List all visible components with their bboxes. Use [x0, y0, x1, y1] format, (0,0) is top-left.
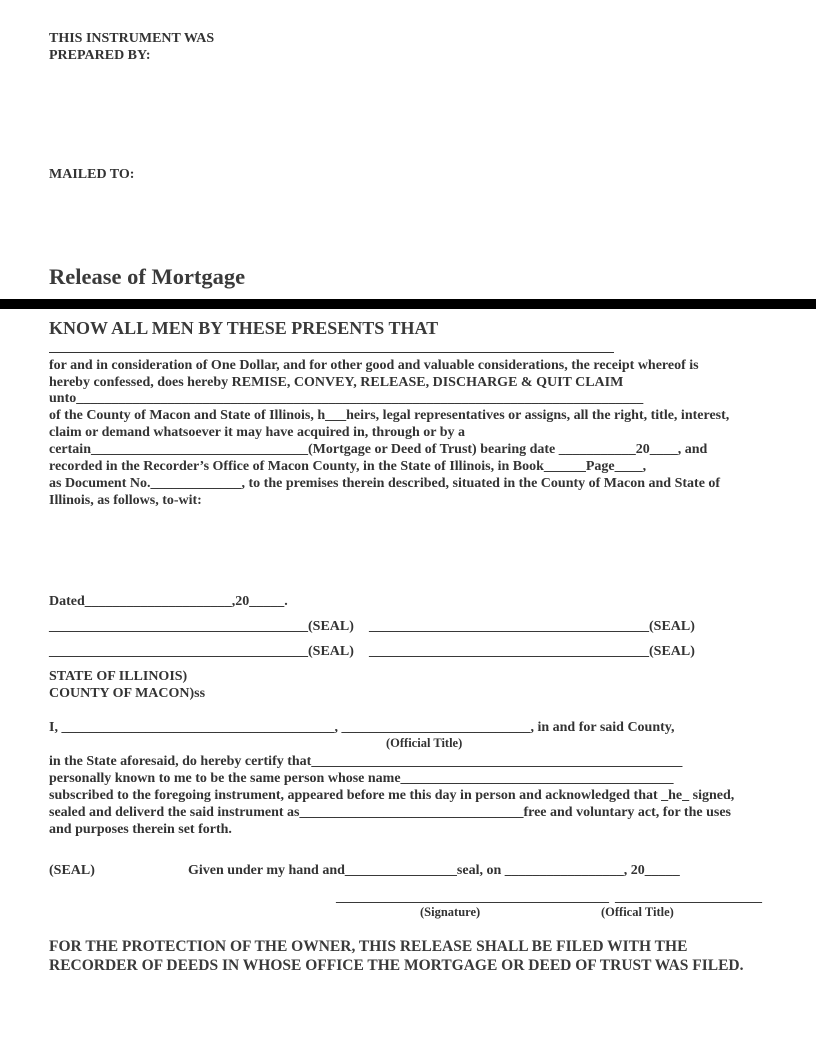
grantor-name-line [49, 352, 614, 353]
official-title-caption: (Official Title) [386, 736, 463, 750]
notary-seal-label: (SEAL) [49, 863, 95, 878]
notary-line-1: I, _______________________________________, ___________________________, in and for said County, [49, 720, 675, 735]
document-title: Release of Mortgage [49, 264, 246, 289]
body-line-5: claim or demand whatsoever it may have acquired in, through or by a [49, 425, 466, 440]
filing-notice: FOR THE PROTECTION OF THE OWNER, THIS RELEASE SHALL BE FILED WITH THE RECORDER OF DEEDS IN WHOSE OFFICE THE MORTGAGE OR DEED OF TRUST WAS FILED. [49, 938, 744, 974]
title-divider [0, 299, 816, 309]
body-line-1: for and in consideration of One Dollar, and for other good and valuable considerations, the receipt whereof is [49, 358, 699, 373]
body-line-2: hereby confessed, does hereby REMISE, CONVEY, RELEASE, DISCHARGE & QUIT CLAIM [49, 375, 624, 390]
seal-line-right-2: ________________________________________(SEAL) [369, 644, 695, 659]
mailed-to-label: MAILED TO: [49, 167, 135, 182]
notary-line-5: sealed and deliverd the said instrument as________________________________free and voluntary act, for the uses [49, 805, 731, 820]
body-line-8: as Document No._____________, to the premises therein described, situated in the County of Macon and State of [49, 476, 721, 491]
notary-line-6: and purposes therein set forth. [49, 822, 232, 837]
body-line-9: Illinois, as follows, to-wit: [49, 493, 202, 508]
seal-line-right-1: ________________________________________(SEAL) [369, 619, 695, 634]
body-line-7: recorded in the Recorder’s Office of Macon County, in the State of Illinois, in Book______Page____, [49, 459, 647, 474]
body-line-4: of the County of Macon and State of Illinois, h___heirs, legal representatives or assigns, all the right, title, interest, [49, 408, 730, 423]
official-title-line: _____________________ [615, 890, 762, 905]
body-line-6: certain_______________________________(Mortgage or Deed of Trust) bearing date ___________20____, and [49, 442, 708, 457]
notary-line-4: subscribed to the foregoing instrument, appeared before me this day in person and acknowledged that _he_ signed, [49, 788, 735, 803]
notary-line-3: personally known to me to be the same person whose name_______________________________________ [49, 771, 674, 786]
notary-line-2: in the State aforesaid, do hereby certify that_____________________________________________________ [49, 754, 683, 769]
signature-line: _______________________________________ [336, 890, 609, 905]
prepared-by-label [49, 30, 214, 64]
dated-line: Dated_____________________,20_____. [49, 594, 288, 609]
prepared-by-line-2: PREPARED BY: [49, 48, 151, 63]
know-all-men-heading: KNOW ALL MEN BY THESE PRESENTS THAT [49, 318, 439, 338]
county-label: COUNTY OF MACON)ss [49, 686, 206, 701]
body-line-3: unto_________________________________________________________________________________ [49, 391, 644, 406]
signature-caption: (Signature) [420, 905, 481, 919]
seal-line-left-1: _____________________________________(SEAL) [49, 619, 354, 634]
given-under-hand-line: Given under my hand and________________seal, on _________________, 20_____ [188, 863, 680, 878]
prepared-by-line-1: THIS INSTRUMENT WAS [49, 31, 215, 46]
state-label: STATE OF ILLINOIS) [49, 669, 188, 684]
seal-line-left-2: _____________________________________(SEAL) [49, 644, 354, 659]
official-title-caption-2: (Offical Title) [601, 905, 674, 919]
